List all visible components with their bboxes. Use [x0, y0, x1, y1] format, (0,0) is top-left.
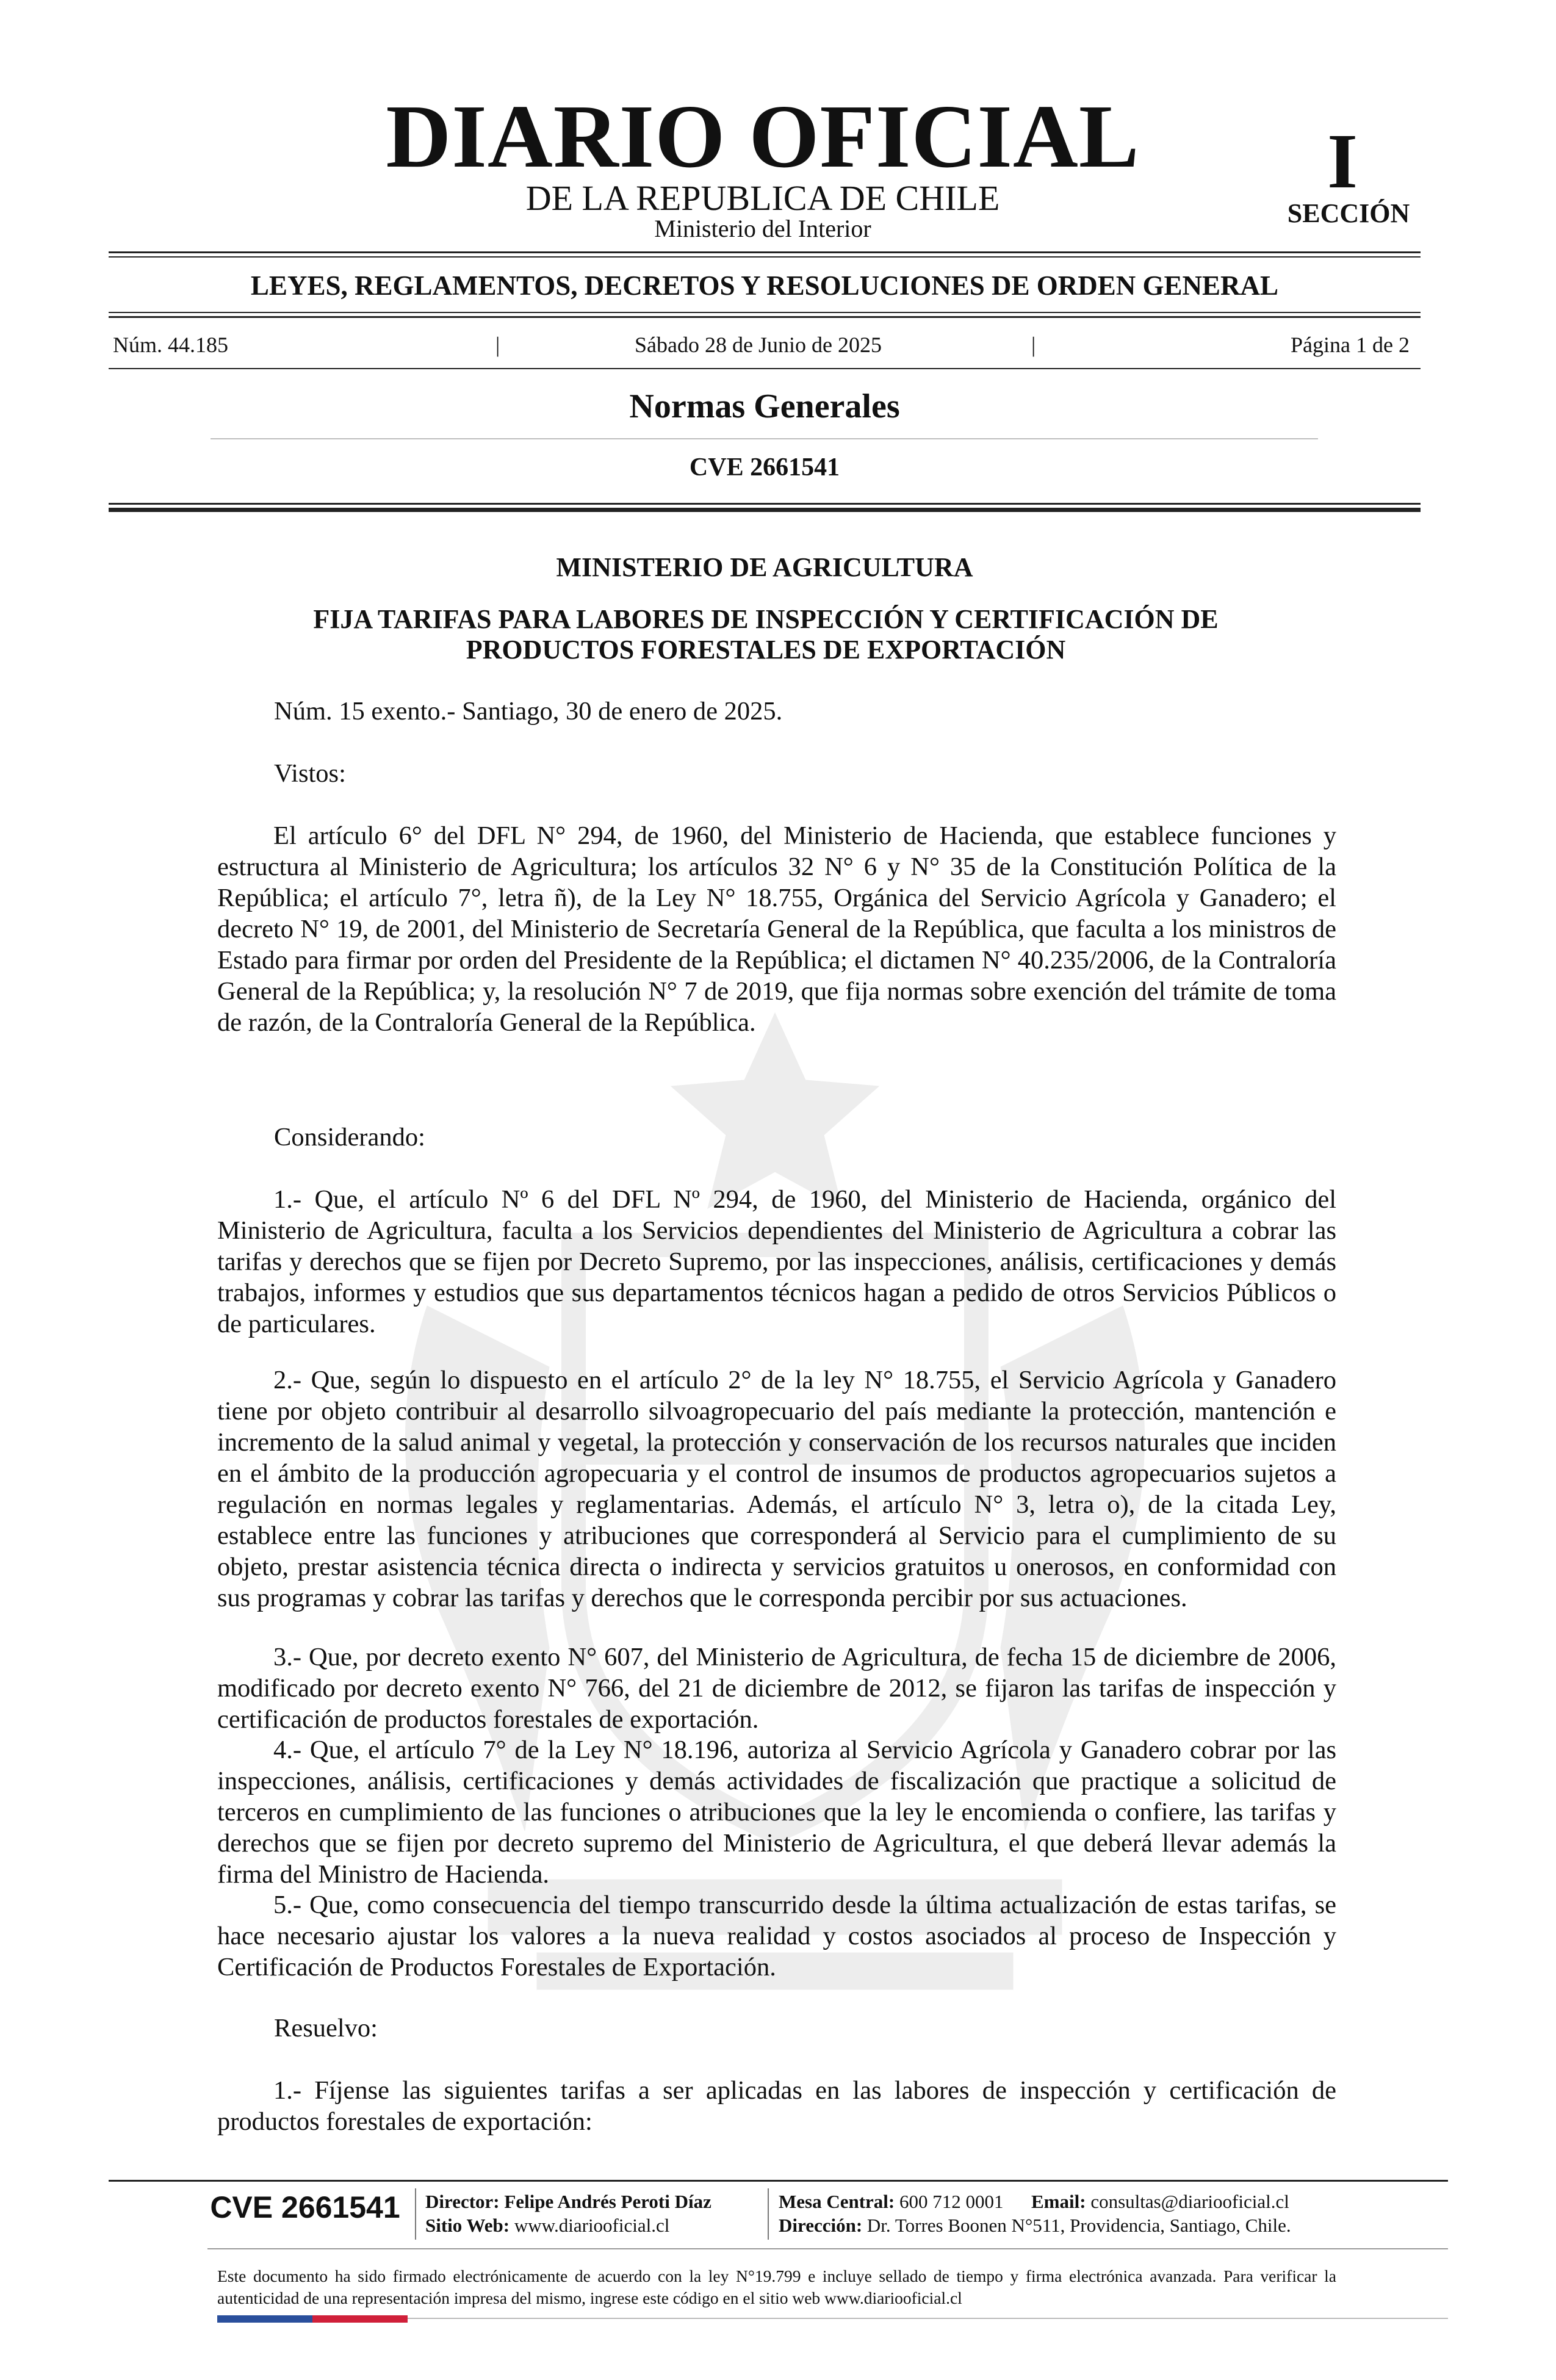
decree-number: Núm. 15 exento.- Santiago, 30 de enero de 2025. — [274, 697, 783, 726]
footer-address-text: Dr. Torres Boonen N°511, Providencia, Santiago, Chile. — [866, 2215, 1291, 2236]
issue-number: Núm. 44.185 — [113, 333, 228, 357]
flag-blue-segment — [217, 2315, 312, 2323]
vistos-label: Vistos: — [274, 759, 346, 788]
section-title: Normas Generales — [629, 388, 900, 425]
footer-website-link[interactable]: www.diariooficial.cl — [514, 2215, 670, 2236]
footer-phone-label: Mesa Central: — [779, 2191, 895, 2212]
footer-email-label: Email: — [1031, 2191, 1086, 2212]
footer-email-link[interactable]: consultas@diariooficial.cl — [1090, 2191, 1289, 2212]
footer-phone: 600 712 0001 — [899, 2191, 1004, 2212]
footer-director-name: Felipe Andrés Peroti Díaz — [504, 2191, 711, 2212]
considerando-paragraph: 5.- Que, como consecuencia del tiempo transcurrido desde la última actualización de estas tarifas, se hace necesario ajustar los valores a la nueva realidad y costos asociados al proceso de Inspección y Certificación de Productos Forestales de Exportación. — [217, 1891, 1336, 1982]
footer-address — [779, 2214, 1291, 2237]
signature-notice: Este documento ha sido firmado electrónicamente de acuerdo con la ley N°19.799 e incluye sellado de tiempo y firma electrónica avanzada. Para verificar la autenticidad de una representación impresa del mismo, ingrese este código en el sitio web www.diariooficial.cl — [217, 2266, 1336, 2307]
considerando-paragraph: 2.- Que, según lo dispuesto en el artículo 2° de la ley N° 18.755, el Servicio Agrícola y Ganadero tiene por objeto contribuir al desarrollo silvoagropecuario del país mediante la protección, mantención e incremento de la salud animal y vegetal, la protección y conservación de los recursos naturales que inciden en el ámbito de la producción agropecuaria y el control de insumos de productos agropecuarios sujetos a regulación en normas legales y reglamentarias. Además, el artículo N° 3, letra o), de la citada Ley, establece entre las funciones y atribuciones que corresponderá al Servicio para el cumplimiento de su objeto, prestar asistencia técnica directa o indirecta y servicios gratuitos u onerosos, en conformidad con sus programas y cobrar las tarifas y derechos que le corresponda percibir por sus actuaciones. — [217, 1366, 1336, 1612]
issue-rule — [109, 368, 1421, 369]
vistos-paragraph: El artículo 6° del DFL N° 294, de 1960, del Ministerio de Hacienda, que establece funciones y estructura al Ministerio de Agricultura; los artículos 32 N° 6 y N° 35 de la Constitución Política de la República; el artículo 7°, letra ñ), de la Ley N° 18.755, Orgánica del Servicio Agrícola y Ganadero; el decreto N° 19, de 2001, del Ministerio de Secretaría General de la República, que faculta a los ministros de Estado para firmar por orden del Presidente de la República; el dictamen N° 40.235/2006, de la Contraloría General de la República; y, la resolución N° 7 de 2019, que fija normas sobre exención del trámite de toma de razón, de la Contraloría General de la República. — [217, 821, 1336, 1037]
header-rule — [109, 251, 1421, 253]
cve-code: CVE 2661541 — [689, 453, 840, 481]
ministry-line: Ministerio del Interior — [654, 215, 871, 242]
issuer-heading: MINISTERIO DE AGRICULTURA — [556, 552, 973, 582]
page-indicator: Página 1 de 2 — [1291, 333, 1410, 357]
header-rule — [109, 312, 1421, 313]
footer-rule — [207, 2248, 1448, 2249]
footer-address-label: Dirección: — [779, 2215, 863, 2236]
header-rule — [109, 256, 1421, 258]
resuelvo-paragraph: 1.- Fíjense las siguientes tarifas a ser aplicadas en las labores de inspección y certificación de productos forestales de exportación: — [217, 2076, 1336, 2136]
section-label: SECCIÓN — [1287, 198, 1410, 228]
resuelvo-label: Resuelvo: — [274, 2014, 378, 2043]
flag-red-segment — [312, 2315, 408, 2323]
footer-rule — [109, 2180, 1448, 2182]
considerando-paragraph: 4.- Que, el artículo 7° de la Ley N° 18.196, autoriza al Servicio Agrícola y Ganadero cobrar por las inspecciones, análisis, certificaciones y demás actividades de fiscalización que practique a solicitud de terceros en cumplimiento de las funciones o atribuciones que la ley le encomienda o confiere, las tarifas y derechos que se fijen por decreto supremo del Ministerio de Agricultura, el que deberá llevar además la firma del Ministro de Hacienda. — [217, 1736, 1336, 1889]
decree-title-line: FIJA TARIFAS PARA LABORES DE INSPECCIÓN Y CERTIFICACIÓN DE — [313, 604, 1219, 634]
decree-title — [256, 604, 1275, 665]
footer-divider — [768, 2188, 769, 2240]
issue-separator: | — [1031, 333, 1036, 357]
footer-divider — [415, 2188, 416, 2240]
newspaper-subtitle: DE LA REPUBLICA DE CHILE — [525, 178, 1000, 218]
category-heading: LEYES, REGLAMENTOS, DECRETOS Y RESOLUCIONES DE ORDEN GENERAL — [250, 270, 1279, 301]
section-number: I — [1327, 118, 1358, 204]
footer-director — [425, 2190, 711, 2213]
footer-website-label: Sitio Web: — [425, 2215, 510, 2236]
flag-stripe — [217, 2315, 408, 2323]
thick-rule — [109, 508, 1421, 512]
decree-title-line: PRODUCTOS FORESTALES DE EXPORTACIÓN — [466, 634, 1066, 665]
issue-separator: | — [495, 333, 500, 357]
footer-contact — [779, 2190, 1289, 2213]
considerando-paragraph: 1.- Que, el artículo Nº 6 del DFL Nº 294, de 1960, del Ministerio de Hacienda, orgánico del Ministerio de Agricultura, faculta a los Servicios dependientes del Ministerio de Agricultura a cobrar las tarifas y derechos que se fijen por Decreto Supremo, por las inspecciones, análisis, certificaciones y demás trabajos, informes y estudios que sus departamentos técnicos hagan a pedido de otros Servicios Públicos o de particulares. — [217, 1185, 1336, 1338]
thick-rule — [109, 503, 1421, 505]
considerando-label: Considerando: — [274, 1123, 425, 1152]
section-divider — [211, 438, 1318, 439]
footer-rule — [408, 2318, 1448, 2319]
newspaper-title: DIARIO OFICIAL — [386, 87, 1140, 187]
footer-website — [425, 2214, 669, 2237]
header-rule — [109, 316, 1421, 318]
footer-cve-code: CVE 2661541 — [210, 2190, 400, 2224]
footer-director-label: Director: — [425, 2191, 500, 2212]
issue-date: Sábado 28 de Junio de 2025 — [635, 333, 882, 357]
considerando-paragraph: 3.- Que, por decreto exento N° 607, del Ministerio de Agricultura, de fecha 15 de diciembre de 2006, modificado por decreto exento N° 766, del 21 de diciembre de 2012, se fijaron las tarifas de inspección y certificación de productos forestales de exportación. — [217, 1643, 1336, 1734]
